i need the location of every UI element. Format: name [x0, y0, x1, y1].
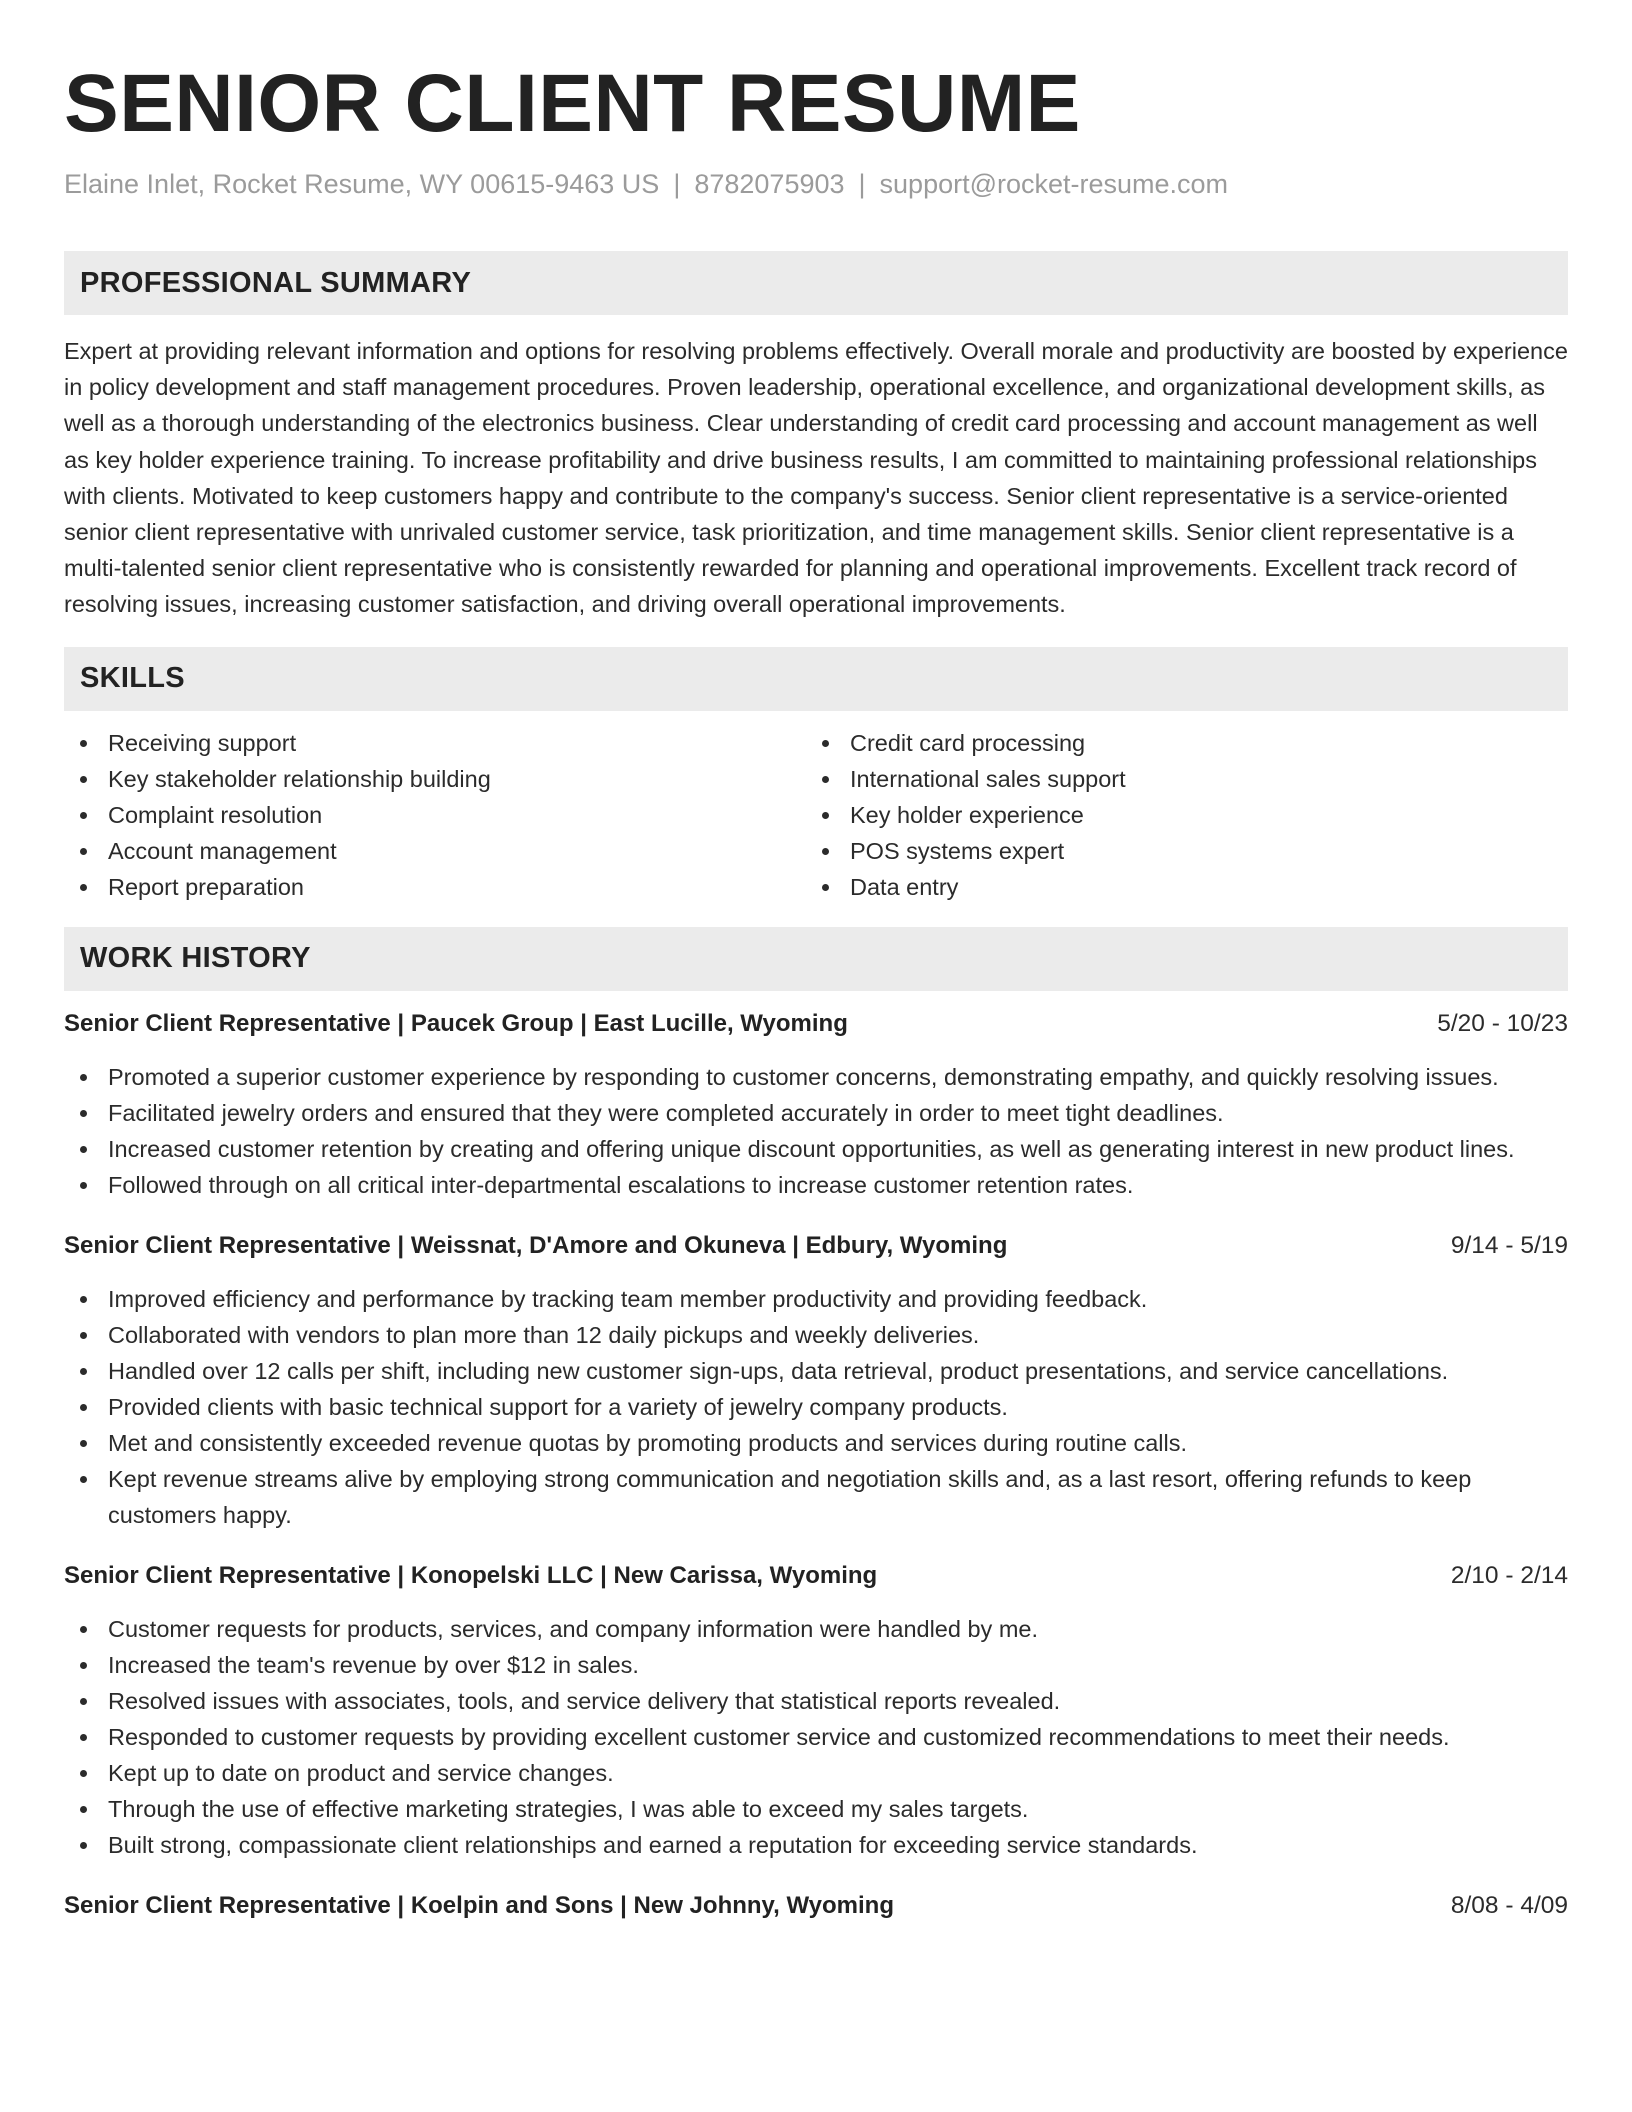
skill-item: POS systems expert: [806, 833, 1548, 869]
contact-separator: |: [673, 169, 681, 199]
summary-heading: PROFESSIONAL SUMMARY: [64, 251, 1568, 315]
job-header: [64, 1007, 1568, 1041]
job-bullet: Increased customer retention by creating and offering unique discount opportunities, as well as generating interest in new product lines.: [64, 1131, 1568, 1167]
summary-text: Expert at providing relevant information and options for resolving problems effectively. Overall morale and productivity are boosted by experience in policy development and staff management procedures. Proven leadership, operational excellence, and organizational development skills, as well as a thorough understanding of the electronics business. Clear understanding of credit card processing and account management as well as key holder experience training. To increase profitability and drive business results, I am committed to maintaining professional relationships with clients. Motivated to keep customers happy and contribute to the company's success. Senior client representative is a service-oriented senior client representative with unrivaled customer service, task prioritization, and time management skills. Senior client representative is a multi-talented senior client representative who is consistently rewarded for planning and operational improvements. Excellent track record of resolving issues, increasing customer satisfaction, and driving overall operational improvements.: [64, 338, 1568, 618]
skill-item: Key holder experience: [806, 797, 1548, 833]
contact-phone: 8782075903: [694, 169, 845, 199]
job-header: [64, 1559, 1568, 1593]
job-bullet: Facilitated jewelry orders and ensured that they were completed accurately in order to meet tight deadlines.: [64, 1095, 1568, 1131]
job-title: Senior Client Representative | Konopelski LLC | New Carissa, Wyoming: [64, 1561, 878, 1589]
job-bullet: Improved efficiency and performance by tracking team member productivity and providing feedback.: [64, 1281, 1568, 1317]
skills-column-right: [806, 725, 1548, 905]
skills-heading: SKILLS: [64, 647, 1568, 711]
job-header: [64, 1889, 1568, 1923]
job-bullet: Built strong, compassionate client relationships and earned a reputation for exceeding service standards.: [64, 1827, 1568, 1863]
job-bullets: [64, 1611, 1568, 1863]
job-entry: [64, 1007, 1568, 1203]
skill-item: Receiving support: [64, 725, 806, 761]
skill-item: Key stakeholder relationship building: [64, 761, 806, 797]
job-dates: 5/20 - 10/23: [1437, 1009, 1568, 1037]
contact-email: support@rocket-resume.com: [879, 169, 1229, 199]
skill-item: Credit card processing: [806, 725, 1548, 761]
resume-page: [64, 50, 1568, 1923]
skills-list: [64, 725, 1568, 905]
job-bullet: Provided clients with basic technical support for a variety of jewelry company products.: [64, 1389, 1568, 1425]
job-header: [64, 1229, 1568, 1263]
skills-column-left: [64, 725, 806, 905]
resume-title: SENIOR CLIENT RESUME: [64, 58, 1081, 149]
job-bullet: Customer requests for products, services, and company information were handled by me.: [64, 1611, 1568, 1647]
job-entry: [64, 1559, 1568, 1863]
job-dates: 2/10 - 2/14: [1450, 1561, 1568, 1589]
skill-item: Account management: [64, 833, 806, 869]
skill-item: Report preparation: [64, 869, 806, 905]
job-entry: [64, 1229, 1568, 1533]
job-bullet: Increased the team's revenue by over $12 in sales.: [64, 1647, 1568, 1683]
job-bullet: Met and consistently exceeded revenue quotas by promoting products and services during routine calls.: [64, 1425, 1568, 1461]
job-bullet: Kept up to date on product and service changes.: [64, 1755, 1568, 1791]
job-bullet: Handled over 12 calls per shift, including new customer sign-ups, data retrieval, product presentations, and service cancellations.: [64, 1353, 1568, 1389]
work-history-heading: WORK HISTORY: [64, 927, 1568, 991]
contact-address: Elaine Inlet, Rocket Resume, WY 00615-9463 US: [64, 169, 660, 199]
job-bullet: Responded to customer requests by providing excellent customer service and customized recommendations to meet their needs.: [64, 1719, 1568, 1755]
job-entry: [64, 1889, 1568, 1923]
job-bullet: Kept revenue streams alive by employing strong communication and negotiation skills and, as a last resort, offering refunds to keep customers happy.: [64, 1461, 1568, 1533]
skill-item: Complaint resolution: [64, 797, 806, 833]
job-title: Senior Client Representative | Paucek Group | East Lucille, Wyoming: [64, 1009, 848, 1037]
job-bullet: Through the use of effective marketing strategies, I was able to exceed my sales targets.: [64, 1791, 1568, 1827]
job-bullet: Followed through on all critical inter-departmental escalations to increase customer retention rates.: [64, 1167, 1568, 1203]
job-bullets: [64, 1059, 1568, 1203]
job-bullet: Promoted a superior customer experience by responding to customer concerns, demonstrating empathy, and quickly resolving issues.: [64, 1059, 1568, 1095]
skill-item: International sales support: [806, 761, 1548, 797]
skill-item: Data entry: [806, 869, 1548, 905]
job-title: Senior Client Representative | Koelpin and Sons | New Johnny, Wyoming: [64, 1891, 895, 1919]
contact-line: [64, 166, 1568, 202]
job-dates: 8/08 - 4/09: [1450, 1891, 1568, 1919]
job-bullets: [64, 1281, 1568, 1533]
job-bullet: Resolved issues with associates, tools, and service delivery that statistical reports revealed.: [64, 1683, 1568, 1719]
contact-separator: |: [858, 169, 866, 199]
job-title: Senior Client Representative | Weissnat, D'Amore and Okuneva | Edbury, Wyoming: [64, 1231, 1008, 1259]
job-bullet: Collaborated with vendors to plan more than 12 daily pickups and weekly deliveries.: [64, 1317, 1568, 1353]
job-dates: 9/14 - 5/19: [1450, 1231, 1568, 1259]
